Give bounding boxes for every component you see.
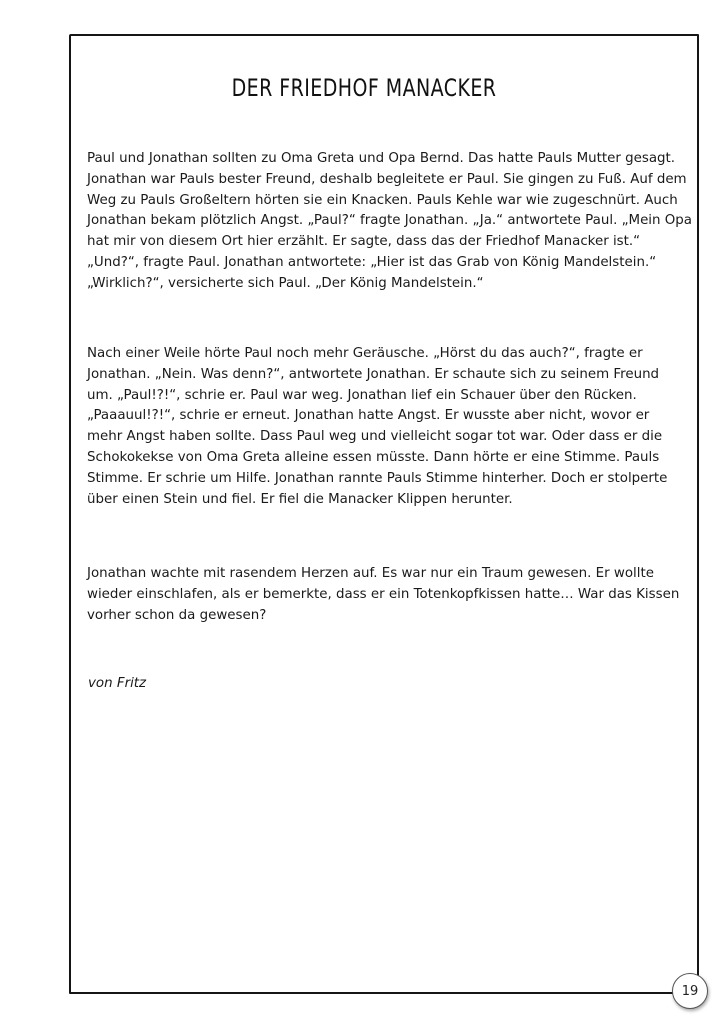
text-line: „Paaauul!?!“, schrie er erneut. Jonathan hatte Angst. Er wusste aber nicht, wovor er [87, 408, 650, 424]
text-line: „Wirklich?“, versicherte sich Paul. „Der König Mandelstein.“ [87, 275, 484, 291]
paragraph-1 [87, 149, 693, 295]
text-line: Jonathan wachte mit rasendem Herzen auf. Es war nur ein Traum gewesen. Er wollte [87, 566, 654, 581]
text-line: über einen Stein und fiel. Er fiel die Manacker Klippen herunter. [87, 491, 513, 507]
text-line: Nach einer Weile hörte Paul noch mehr Geräusche. „Hörst du das auch?“, fragte er [87, 346, 643, 361]
text-line: Paul und Jonathan sollten zu Oma Greta und Opa Bernd. Das hatte Pauls Mutter gesagt. [87, 151, 676, 166]
text-line: Jonathan. „Nein. Was denn?“, antwortete Jonathan. Er schaute sich zu seinem Freund [87, 366, 660, 382]
text-line: mehr Angst haben sollte. Dass Paul weg und vielleicht sogar tot war. Oder dass er die [87, 429, 663, 445]
text-line: vorher schon da gewesen? [87, 607, 267, 623]
page-number: 19 [681, 983, 699, 999]
page-title: DER FRIEDHOF MANACKER [231, 74, 497, 102]
text-line: Weg zu Pauls Großeltern hörten sie ein Knacken. Pauls Kehle war wie zugeschnürt. Auch [87, 192, 678, 208]
text-line: Stimme. Er schrie um Hilfe. Jonathan rannte Pauls Stimme hinterher. Doch er stolperte [87, 470, 668, 486]
text-line: wieder einschlafen, als er bemerkte, dass er ein Totenkopfkissen hatte… War das Kissen [87, 586, 680, 602]
text-line: „Und?“, fragte Paul. Jonathan antwortete: „Hier ist das Grab von König Mandelstein.“ [87, 254, 657, 270]
author-signature: von Fritz [88, 676, 147, 691]
paragraph-2 [87, 344, 687, 510]
text-line: Jonathan bekam plötzlich Angst. „Paul?“ fragte Jonathan. „Ja.“ antwortete Paul. „Mein Opa [87, 213, 693, 229]
text-line: hat mir von diesem Ort hier erzählt. Er sagte, dass das der Friedhof Manacker ist.“ [87, 234, 641, 250]
page-number-badge [672, 973, 708, 1009]
text-line: um. „Paul!?!“, schrie er. Paul war weg. Jonathan lief ein Schauer über den Rücken. [87, 387, 637, 403]
paragraph-3 [87, 564, 687, 626]
text-line: Jonathan war Pauls bester Freund, deshalb begleitete er Paul. Sie gingen zu Fuß. Auf dem [87, 171, 687, 187]
text-line: Schokokekse von Oma Greta alleine essen müsste. Dann hörte er eine Stimme. Pauls [87, 449, 660, 465]
